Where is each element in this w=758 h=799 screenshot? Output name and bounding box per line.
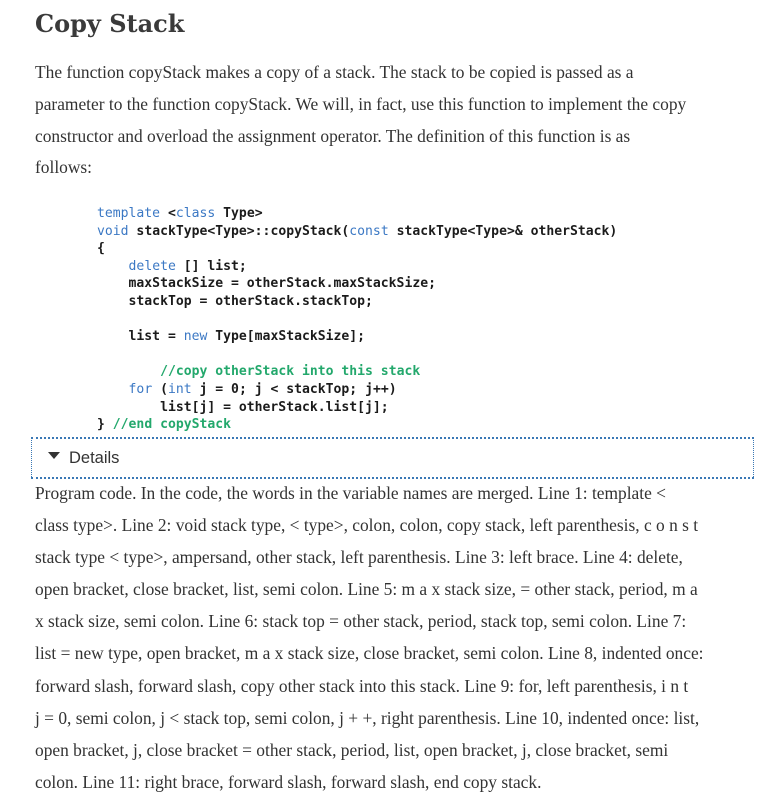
page-title: Copy Stack bbox=[35, 9, 185, 38]
description-line: list = new type, open bracket, m a x stack size, close bracket, semi colon. Line 8, indented once: bbox=[35, 643, 704, 664]
description-line: x stack size, semi colon. Line 6: stack top = other stack, period, stack top, semi colon. Line 7: bbox=[35, 611, 687, 632]
code-text: } bbox=[97, 417, 113, 433]
code-line bbox=[97, 205, 617, 223]
code-line bbox=[97, 363, 617, 381]
code-keyword: class bbox=[175, 206, 216, 221]
details-summary-label[interactable]: Details bbox=[69, 449, 120, 467]
code-line bbox=[97, 346, 617, 364]
code-text: ( bbox=[152, 381, 168, 397]
intro-line: follows: bbox=[35, 157, 93, 178]
code-text: stackType<Type>::copyStack( bbox=[128, 223, 350, 239]
code-text: Type> bbox=[215, 206, 263, 221]
code-line bbox=[97, 258, 617, 276]
description-line: forward slash, forward slash, copy other stack into this stack. Line 9: for, left parenthesis, i n t bbox=[35, 675, 689, 696]
details-description bbox=[35, 477, 757, 798]
code-line bbox=[97, 416, 617, 434]
description-line: class type>. Line 2: void stack type, < type>, colon, colon, copy stack, left parenthesis, c o n s t bbox=[35, 515, 699, 536]
description-line: Program code. In the code, the words in the variable names are merged. Line 1: template < bbox=[35, 483, 666, 503]
disclosure-triangle-icon[interactable] bbox=[48, 452, 60, 459]
code-indent bbox=[97, 364, 160, 379]
code-line: list[j] = otherStack.list[j]; bbox=[97, 399, 389, 415]
code-keyword: void bbox=[97, 223, 129, 239]
code-comment: //copy otherStack into this stack bbox=[160, 364, 421, 380]
code-keyword: new bbox=[183, 329, 208, 345]
code-text: < bbox=[160, 206, 176, 221]
code-keyword: int bbox=[167, 381, 192, 397]
code-line: { bbox=[97, 241, 105, 257]
code-indent bbox=[97, 259, 129, 274]
code-text: Type[maxStackSize]; bbox=[207, 329, 366, 345]
description-line: j = 0, semi colon, j < stack top, semi colon, j + +, right parenthesis. Line 10, indented once: list, bbox=[35, 707, 700, 728]
code-comment: //end copyStack bbox=[112, 417, 232, 433]
code-text: list = bbox=[97, 329, 184, 345]
description-line: stack type < type>, ampersand, other stack, left parenthesis. Line 3: left brace. Line 4: delete, bbox=[35, 547, 683, 568]
code-keyword: const bbox=[349, 223, 389, 239]
description-line: colon. Line 11: right brace, forward slash, forward slash, end copy stack. bbox=[35, 771, 542, 792]
code-indent bbox=[97, 382, 129, 397]
code-line bbox=[97, 328, 617, 346]
details-toggle[interactable] bbox=[31, 437, 754, 479]
code-keyword: template bbox=[97, 206, 161, 221]
code-text: j = 0; j < stackTop; j++) bbox=[191, 381, 397, 397]
code-keyword: for bbox=[128, 381, 153, 397]
description-line: open bracket, j, close bracket = other stack, period, list, open bracket, j, close bracket, semi bbox=[35, 739, 669, 760]
code-text: stackType<Type>& otherStack) bbox=[388, 223, 618, 239]
description-line: open bracket, close bracket, list, semi colon. Line 5: m a x stack size, = other stack, period, m a bbox=[35, 579, 698, 600]
intro-line: The function copyStack makes a copy of a stack. The stack to be copied is passed as a bbox=[35, 62, 634, 82]
intro-line: parameter to the function copyStack. We will, in fact, use this function to implement the copy bbox=[35, 93, 687, 114]
intro-paragraph bbox=[35, 57, 755, 184]
code-line bbox=[97, 381, 617, 399]
code-line: maxStackSize = otherStack.maxStackSize; bbox=[97, 276, 436, 292]
code-block bbox=[97, 205, 617, 434]
code-line: stackTop = otherStack.stackTop; bbox=[97, 293, 373, 309]
code-keyword: delete bbox=[128, 258, 176, 274]
intro-line: constructor and overload the assignment operator. The definition of this function is as bbox=[35, 125, 631, 146]
code-line bbox=[97, 311, 617, 329]
code-text: [] list; bbox=[175, 258, 247, 274]
code-line bbox=[97, 223, 617, 241]
